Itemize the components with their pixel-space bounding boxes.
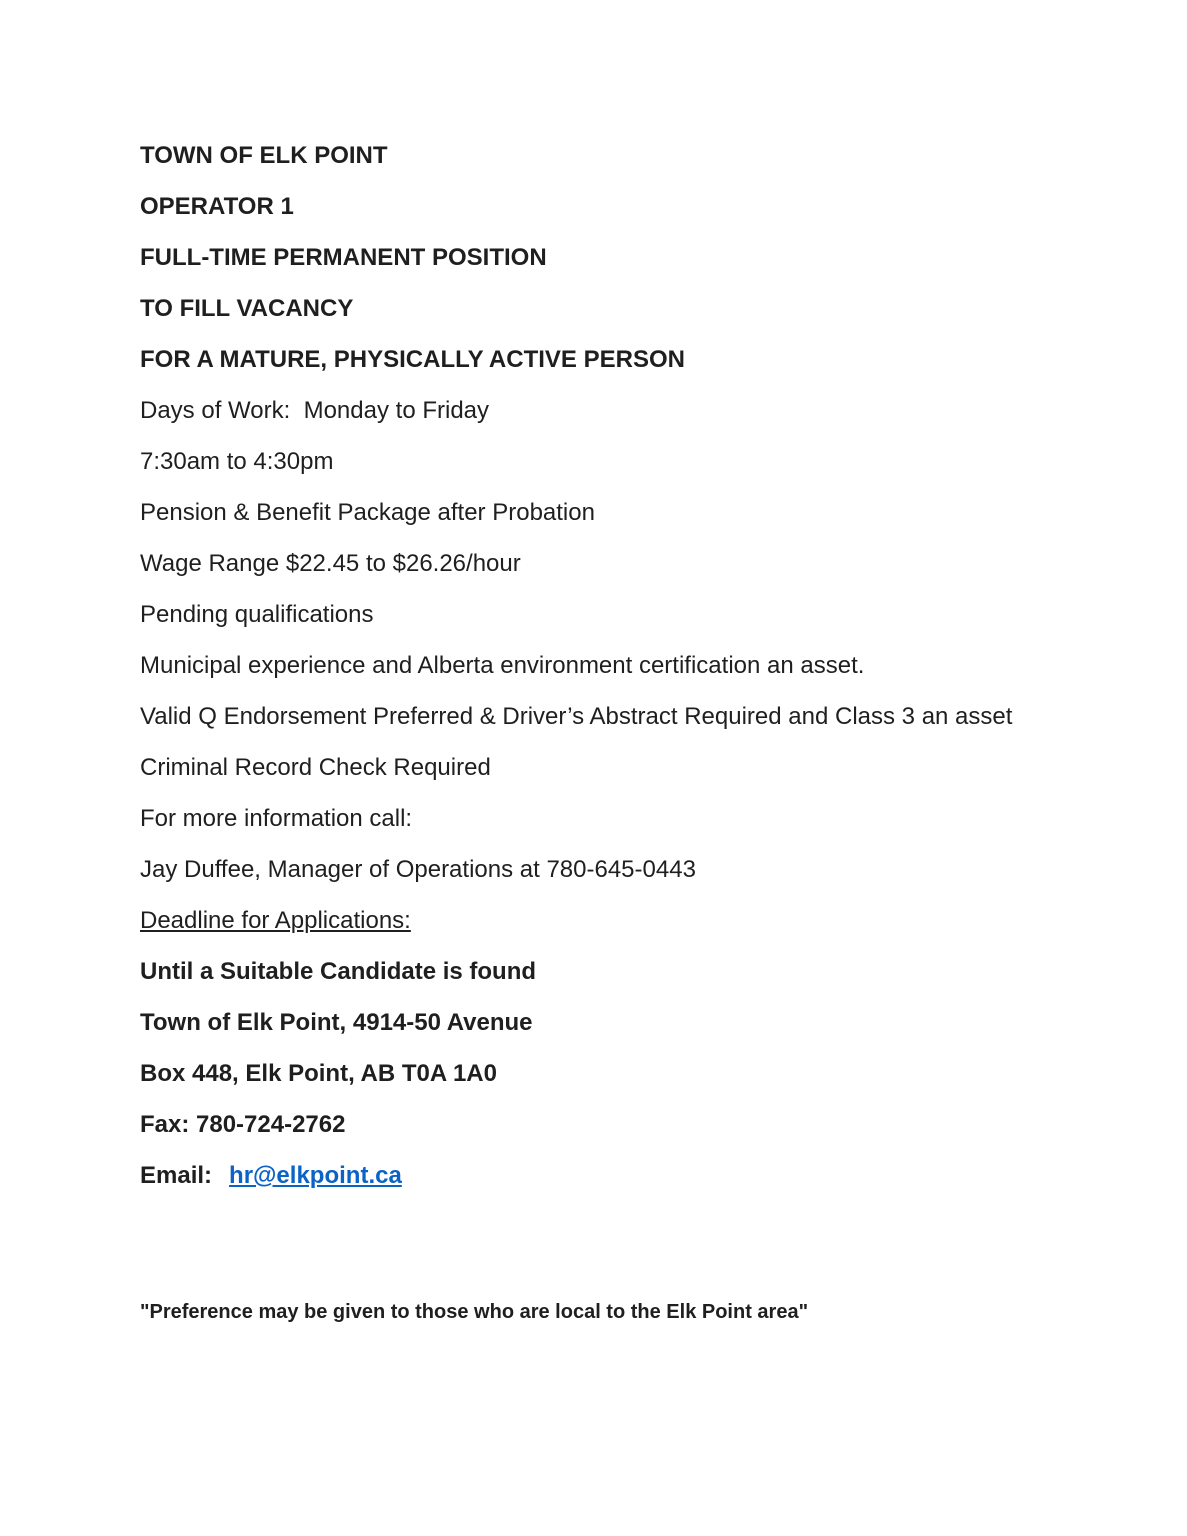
employer-name: TOWN OF ELK POINT	[140, 142, 388, 169]
deadline-value: Until a Suitable Candidate is found	[140, 958, 537, 985]
address-line-1: Town of Elk Point, 4914-50 Avenue	[140, 1009, 533, 1036]
job-title: OPERATOR 1	[140, 193, 294, 220]
experience-note: Municipal experience and Alberta environment certification an asset.	[140, 652, 865, 679]
email-label: Email:	[140, 1162, 213, 1189]
record-check-note: Criminal Record Check Required	[140, 754, 491, 781]
fax-line: Fax: 780-724-2762	[140, 1111, 346, 1138]
email-line	[140, 1161, 1127, 1191]
deadline-heading: Deadline for Applications:	[140, 907, 411, 934]
position-type: FULL-TIME PERMANENT POSITION	[140, 244, 547, 271]
contact-person: Jay Duffee, Manager of Operations at 780-645-0443	[140, 856, 696, 883]
vacancy-note: TO FILL VACANCY	[140, 295, 354, 322]
address-line-2: Box 448, Elk Point, AB T0A 1A0	[140, 1060, 497, 1087]
endorsement-note: Valid Q Endorsement Preferred & Driver’s Abstract Required and Class 3 an asset	[140, 703, 1013, 730]
footer-note: "Preference may be given to those who are local to the Elk Point area"	[140, 1301, 809, 1323]
qualifications-note: Pending qualifications	[140, 601, 374, 628]
days-of-work: Days of Work: Monday to Friday	[140, 397, 490, 424]
benefits-note: Pension & Benefit Package after Probation	[140, 499, 595, 526]
wage-range: Wage Range $22.45 to $26.26/hour	[140, 550, 521, 577]
work-hours: 7:30am to 4:30pm	[140, 448, 334, 475]
email-link[interactable]: hr@elkpoint.ca	[229, 1162, 402, 1189]
candidate-profile: FOR A MATURE, PHYSICALLY ACTIVE PERSON	[140, 346, 685, 373]
contact-intro: For more information call:	[140, 805, 413, 832]
